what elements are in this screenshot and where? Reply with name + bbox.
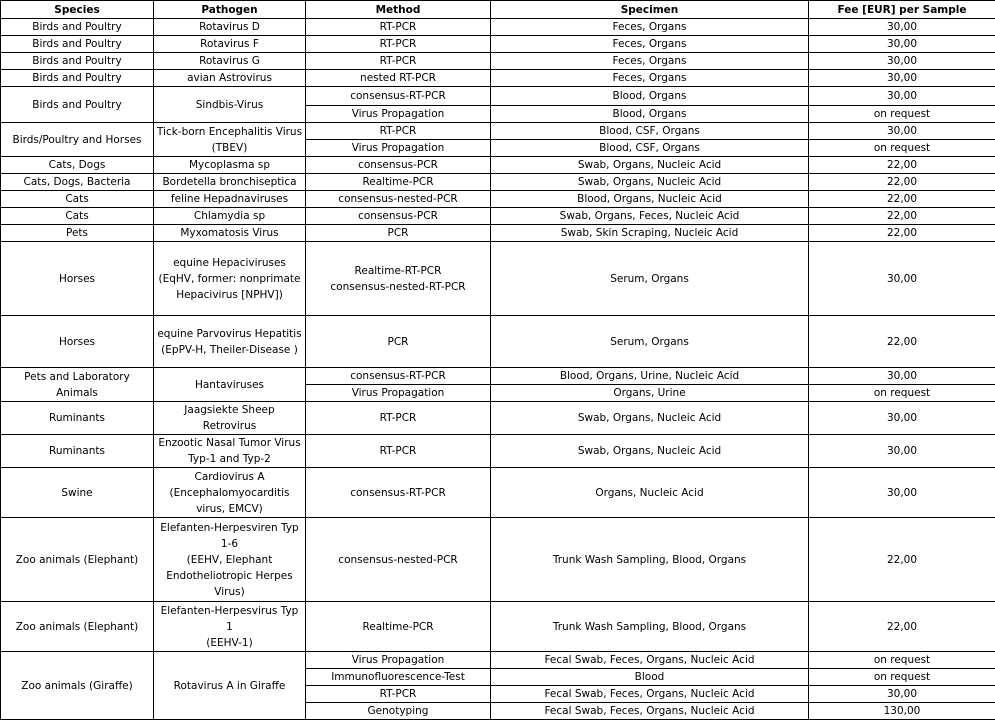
- table-row: [1, 242, 995, 316]
- species-cell: Birds/Poultry and Horses: [1, 123, 154, 157]
- specimen-cell: Blood, CSF, Organs: [491, 140, 809, 157]
- fee-cell: 22,00: [809, 225, 995, 242]
- table-row: [1, 87, 995, 106]
- method-cell: RT-PCR: [306, 686, 491, 703]
- specimen-cell: Serum, Organs: [491, 242, 809, 316]
- specimen-cell: Swab, Organs, Nucleic Acid: [491, 402, 809, 435]
- method-cell: consensus-RT-PCR: [306, 368, 491, 385]
- pathogen-cell: avian Astrovirus: [154, 70, 306, 87]
- fee-cell: 30,00: [809, 468, 995, 518]
- table-row: [1, 602, 995, 652]
- species-cell: Ruminants: [1, 435, 154, 468]
- table-row: [1, 402, 995, 435]
- fee-cell: 30,00: [809, 242, 995, 316]
- specimen-cell: Fecal Swab, Feces, Organs, Nucleic Acid: [491, 652, 809, 669]
- fee-cell: 30,00: [809, 123, 995, 140]
- fee-cell: 22,00: [809, 208, 995, 225]
- pathogen-cell: [154, 518, 306, 602]
- species-cell: Zoo animals (Giraffe): [1, 652, 154, 720]
- species-cell: Birds and Poultry: [1, 53, 154, 70]
- method-cell: consensus-PCR: [306, 208, 491, 225]
- pathogen-cell: Rotavirus A in Giraffe: [154, 652, 306, 720]
- fee-cell: on request: [809, 669, 995, 686]
- method-cell: consensus-nested-PCR: [306, 518, 491, 602]
- species-cell: Cats, Dogs: [1, 157, 154, 174]
- method-cell: Genotyping: [306, 703, 491, 720]
- method-cell: PCR: [306, 225, 491, 242]
- specimen-cell: Feces, Organs: [491, 70, 809, 87]
- specimen-cell: Organs, Nucleic Acid: [491, 468, 809, 518]
- specimen-cell: Serum, Organs: [491, 316, 809, 368]
- pathogen-line: (EEHV, Elephant Endotheliotropic Herpes Virus): [166, 553, 293, 598]
- species-cell: Birds and Poultry: [1, 70, 154, 87]
- table-row: [1, 157, 995, 174]
- method-cell: Virus Propagation: [306, 652, 491, 669]
- pathogen-cell: Tick-born Encephalitis Virus (TBEV): [154, 123, 306, 157]
- species-cell: Horses: [1, 242, 154, 316]
- col-header-specimen: Specimen: [491, 1, 809, 19]
- species-cell: Pets and Laboratory Animals: [1, 368, 154, 402]
- pathogen-cell: equine Hepaciviruses (EqHV, former: nonprimate Hepacivirus [NPHV]): [154, 242, 306, 316]
- pathogen-cell: Enzootic Nasal Tumor Virus Typ-1 and Typ-2: [154, 435, 306, 468]
- fee-cell: 30,00: [809, 36, 995, 53]
- fee-cell: 22,00: [809, 602, 995, 652]
- fee-cell: on request: [809, 652, 995, 669]
- pathogen-cell: feline Hepadnaviruses: [154, 191, 306, 208]
- table-row: [1, 435, 995, 468]
- fee-cell: on request: [809, 385, 995, 402]
- method-cell: Realtime-PCR: [306, 602, 491, 652]
- table-row: [1, 368, 995, 385]
- pathogen-line: Elefanten-Herpesviren Typ 1-6: [160, 521, 299, 550]
- table-row: [1, 518, 995, 602]
- species-cell: Cats, Dogs, Bacteria: [1, 174, 154, 191]
- specimen-cell: Swab, Organs, Nucleic Acid: [491, 435, 809, 468]
- method-cell: consensus-RT-PCR: [306, 468, 491, 518]
- method-cell: Realtime-PCR: [306, 174, 491, 191]
- fee-cell: 22,00: [809, 191, 995, 208]
- table-row: [1, 468, 995, 518]
- fee-cell: 22,00: [809, 157, 995, 174]
- species-cell: Ruminants: [1, 402, 154, 435]
- fee-cell: on request: [809, 106, 995, 123]
- table-row: [1, 652, 995, 669]
- method-cell: Virus Propagation: [306, 106, 491, 123]
- fee-cell: 30,00: [809, 368, 995, 385]
- method-line: Realtime-RT-PCR: [354, 264, 442, 277]
- specimen-cell: Trunk Wash Sampling, Blood, Organs: [491, 602, 809, 652]
- specimen-cell: Blood: [491, 669, 809, 686]
- table-row: [1, 174, 995, 191]
- method-cell: Immunofluorescence-Test: [306, 669, 491, 686]
- method-cell: consensus-PCR: [306, 157, 491, 174]
- table-row: [1, 19, 995, 36]
- specimen-cell: Blood, Organs, Nucleic Acid: [491, 191, 809, 208]
- method-line: consensus-nested-RT-PCR: [330, 280, 466, 293]
- fee-cell: 30,00: [809, 87, 995, 106]
- col-header-pathogen: Pathogen: [154, 1, 306, 19]
- pathogen-cell: Jaagsiekte Sheep Retrovirus: [154, 402, 306, 435]
- fee-cell: 30,00: [809, 686, 995, 703]
- method-cell: RT-PCR: [306, 123, 491, 140]
- fee-cell: 22,00: [809, 174, 995, 191]
- fee-cell: 30,00: [809, 53, 995, 70]
- fee-cell: 30,00: [809, 19, 995, 36]
- fee-cell: 30,00: [809, 435, 995, 468]
- pathogen-line: (EEHV-1): [206, 636, 253, 649]
- table-row: [1, 70, 995, 87]
- method-cell: Virus Propagation: [306, 140, 491, 157]
- pathogen-cell: Bordetella bronchiseptica: [154, 174, 306, 191]
- fee-cell: 22,00: [809, 518, 995, 602]
- table-row: [1, 123, 995, 140]
- specimen-cell: Swab, Organs, Nucleic Acid: [491, 157, 809, 174]
- header-row: [1, 1, 995, 19]
- method-cell: consensus-nested-PCR: [306, 191, 491, 208]
- table-row: [1, 53, 995, 70]
- method-cell: RT-PCR: [306, 402, 491, 435]
- method-cell: RT-PCR: [306, 36, 491, 53]
- specimen-cell: Fecal Swab, Feces, Organs, Nucleic Acid: [491, 703, 809, 720]
- fee-cell: 22,00: [809, 316, 995, 368]
- table-row: [1, 191, 995, 208]
- col-header-fee: Fee [EUR] per Sample: [809, 1, 995, 19]
- species-cell: Birds and Poultry: [1, 19, 154, 36]
- fee-cell: 130,00: [809, 703, 995, 720]
- specimen-cell: Blood, Organs: [491, 87, 809, 106]
- method-cell: PCR: [306, 316, 491, 368]
- fee-cell: 30,00: [809, 402, 995, 435]
- specimen-cell: Swab, Organs, Feces, Nucleic Acid: [491, 208, 809, 225]
- fee-cell: 30,00: [809, 70, 995, 87]
- specimen-cell: Blood, Organs, Urine, Nucleic Acid: [491, 368, 809, 385]
- pathogen-cell: Cardiovirus A (Encephalomyocarditis virus, EMCV): [154, 468, 306, 518]
- pathogen-cell: equine Parvovirus Hepatitis (EpPV-H, Theiler-Disease ): [154, 316, 306, 368]
- specimen-cell: Feces, Organs: [491, 36, 809, 53]
- col-header-species: Species: [1, 1, 154, 19]
- specimen-cell: Blood, Organs: [491, 106, 809, 123]
- specimen-cell: Organs, Urine: [491, 385, 809, 402]
- specimen-cell: Blood, CSF, Organs: [491, 123, 809, 140]
- specimen-cell: Trunk Wash Sampling, Blood, Organs: [491, 518, 809, 602]
- pathogen-cell: Sindbis-Virus: [154, 87, 306, 123]
- species-cell: Zoo animals (Elephant): [1, 602, 154, 652]
- pathogen-cell: Mycoplasma sp: [154, 157, 306, 174]
- species-cell: Birds and Poultry: [1, 36, 154, 53]
- species-cell: Cats: [1, 191, 154, 208]
- table-row: [1, 225, 995, 242]
- pathogen-cell: Rotavirus F: [154, 36, 306, 53]
- species-cell: Zoo animals (Elephant): [1, 518, 154, 602]
- col-header-method: Method: [306, 1, 491, 19]
- pathogen-cell: Hantaviruses: [154, 368, 306, 402]
- pathogen-line: Elefanten-Herpesvirus Typ 1: [160, 604, 299, 633]
- pathogen-cell: Myxomatosis Virus: [154, 225, 306, 242]
- table-row: [1, 316, 995, 368]
- specimen-cell: Swab, Skin Scraping, Nucleic Acid: [491, 225, 809, 242]
- specimen-cell: Swab, Organs, Nucleic Acid: [491, 174, 809, 191]
- method-cell: RT-PCR: [306, 53, 491, 70]
- species-cell: Birds and Poultry: [1, 87, 154, 123]
- specimen-cell: Feces, Organs: [491, 19, 809, 36]
- species-cell: Cats: [1, 208, 154, 225]
- method-cell: consensus-RT-PCR: [306, 87, 491, 106]
- specimen-cell: Feces, Organs: [491, 53, 809, 70]
- method-cell: [306, 242, 491, 316]
- table-row: [1, 208, 995, 225]
- fee-cell: on request: [809, 140, 995, 157]
- pathogen-cell: Rotavirus G: [154, 53, 306, 70]
- pathogen-cell: [154, 602, 306, 652]
- species-cell: Pets: [1, 225, 154, 242]
- method-cell: RT-PCR: [306, 19, 491, 36]
- method-cell: Virus Propagation: [306, 385, 491, 402]
- species-cell: Horses: [1, 316, 154, 368]
- table-row: [1, 36, 995, 53]
- species-cell: Swine: [1, 468, 154, 518]
- specimen-cell: Fecal Swab, Feces, Organs, Nucleic Acid: [491, 686, 809, 703]
- method-cell: nested RT-PCR: [306, 70, 491, 87]
- method-cell: RT-PCR: [306, 435, 491, 468]
- pathogen-cell: Chlamydia sp: [154, 208, 306, 225]
- pathogen-cell: Rotavirus D: [154, 19, 306, 36]
